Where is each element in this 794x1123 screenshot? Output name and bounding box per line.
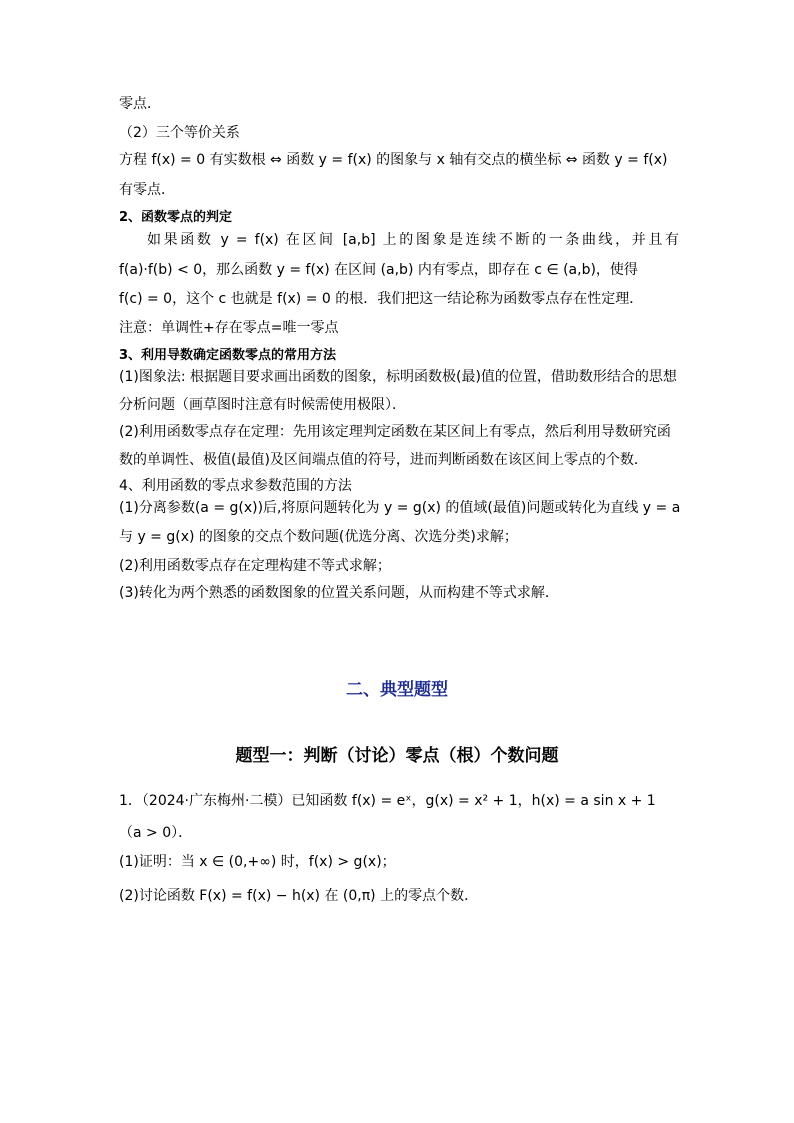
text-line: f(a)·f(b) < 0，那么函数 y = f(x) 在区间 (a,b) 内有零点，即存在 c ∈ (a,b)，使得	[119, 262, 638, 278]
problem-condition: （a > 0）．	[119, 825, 193, 841]
text-line: 有零点．	[119, 182, 175, 198]
heading-derivative-methods: 3、利用导数确定函数零点的常用方法	[119, 348, 337, 363]
text-line: 方程 f(x) = 0 有实数根 ⇔ 函数 y = f(x) 的图象与 x 轴有交点的横坐标 ⇔ 函数 y = f(x)	[119, 152, 668, 168]
problem-statement: 1．（2024·广东梅州·二模）已知函数 f(x) = eˣ，g(x) = x² + 1，h(x) = a sin x + 1	[119, 793, 656, 809]
text-line: (1)图象法: 根据题目要求画出函数的图象，标明函数极(最)值的位置，借助数形结合的思想	[119, 369, 677, 385]
text-line: （2）三个等价关系	[119, 125, 240, 141]
text-line: f(c) = 0，这个 c 也就是 f(x) = 0 的根．我们把这一结论称为函数零点存在性定理．	[119, 291, 644, 307]
text-line: 数的单调性、极值(最值)及区间端点值的符号，进而判断函数在该区间上零点的个数．	[119, 452, 648, 468]
text-line: 注意：单调性+存在零点=唯一零点	[119, 320, 339, 336]
problem-type-title: 题型一：判断（讨论）零点（根）个数问题	[235, 746, 559, 766]
problem-part-2: (2)讨论函数 F(x) = f(x) − h(x) 在 (0,π) 上的零点个数．	[119, 888, 479, 904]
text-line: 分析问题（画草图时注意有时候需使用极限）．	[119, 397, 406, 413]
text-line: 与 y = g(x) 的图象的交点个数问题(优选分离、次选分类)求解；	[119, 529, 518, 545]
heading-parameter-range: 4、利用函数的零点求参数范围的方法	[119, 478, 352, 494]
problem-part-1: (1)证明：当 x ∈ (0,+∞) 时，f(x) > g(x)；	[119, 854, 396, 870]
text-line: (3)转化为两个熟悉的函数图象的位置关系问题，从而构建不等式求解．	[119, 585, 559, 601]
text-line: (2)利用函数零点存在定理构建不等式求解；	[119, 558, 391, 574]
section-title: 二、典型题型	[346, 680, 448, 700]
text-line: (2)利用函数零点存在定理：先用该定理判定函数在某区间上有零点，然后利用导数研究函	[119, 424, 671, 440]
text-line: 零点．	[119, 96, 161, 112]
text-line: 如果函数 y = f(x) 在区间 [a,b] 上的图象是连续不断的一条曲线，并且有	[147, 232, 679, 248]
heading-zero-point-criteria: 2、函数零点的判定	[119, 210, 233, 225]
text-line: (1)分离参数(a = g(x))后,将原问题转化为 y = g(x) 的值域(最值)问题或转化为直线 y = a	[119, 500, 681, 516]
